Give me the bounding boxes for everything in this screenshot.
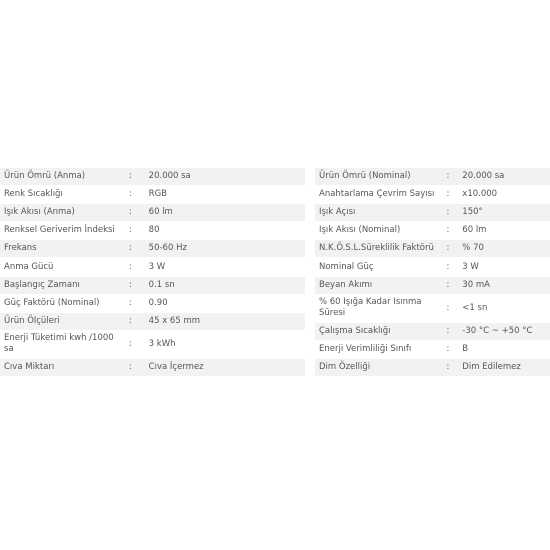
spec-value: B xyxy=(458,340,550,358)
spec-separator: : xyxy=(443,168,459,186)
spec-separator: : xyxy=(125,358,145,376)
spec-label: Güç Faktörü (Nominal) xyxy=(0,294,125,312)
spec-row xyxy=(0,186,305,204)
spec-label: Anahtarlama Çevrim Sayısı xyxy=(315,186,443,204)
spec-label: Anma Gücü xyxy=(0,258,125,276)
spec-value: 150° xyxy=(458,204,550,222)
spec-separator: : xyxy=(443,322,459,340)
spec-label: Işık Açısı xyxy=(315,204,443,222)
spec-label: Çalışma Sıcaklığı xyxy=(315,322,443,340)
spec-separator: : xyxy=(443,358,459,376)
spec-separator: : xyxy=(443,240,459,258)
spec-label: N.K.Ö.S.L.Süreklilik Faktörü xyxy=(315,240,443,258)
spec-separator: : xyxy=(125,240,145,258)
spec-row xyxy=(315,222,550,240)
spec-value: 80 xyxy=(145,222,305,240)
spec-row xyxy=(0,258,305,276)
spec-row xyxy=(315,204,550,222)
spec-row xyxy=(0,240,305,258)
spec-row xyxy=(315,276,550,294)
spec-separator: : xyxy=(443,294,459,322)
spec-label: Işık Akısı (Nominal) xyxy=(315,222,443,240)
spec-separator: : xyxy=(125,330,145,358)
spec-row xyxy=(0,168,305,186)
spec-row xyxy=(315,168,550,186)
spec-separator: : xyxy=(125,186,145,204)
spec-separator: : xyxy=(443,186,459,204)
spec-label: Cıva Miktarı xyxy=(0,358,125,376)
spec-value: 0.90 xyxy=(145,294,305,312)
spec-label: Enerji Tüketimi kwh /1000 sa xyxy=(0,330,125,358)
spec-row xyxy=(315,258,550,276)
spec-value: 3 W xyxy=(458,258,550,276)
spec-table-right xyxy=(315,168,550,377)
spec-separator: : xyxy=(443,276,459,294)
spec-row xyxy=(315,186,550,204)
spec-row xyxy=(315,340,550,358)
spec-value: -30 °C ~ +50 °C xyxy=(458,322,550,340)
spec-value: 0.1 sn xyxy=(145,276,305,294)
spec-row xyxy=(315,322,550,340)
spec-separator: : xyxy=(443,258,459,276)
spec-value: 60 lm xyxy=(458,222,550,240)
spec-separator: : xyxy=(125,222,145,240)
spec-label: Ürün Ömrü (Anma) xyxy=(0,168,125,186)
spec-value: Cıva İçermez xyxy=(145,358,305,376)
spec-label: Ürün Ömrü (Nominal) xyxy=(315,168,443,186)
spec-value: 45 x 65 mm xyxy=(145,312,305,330)
spec-separator: : xyxy=(443,204,459,222)
spec-value: % 70 xyxy=(458,240,550,258)
spec-separator: : xyxy=(125,294,145,312)
spec-label: Nominal Güç xyxy=(315,258,443,276)
spec-separator: : xyxy=(443,340,459,358)
spec-row xyxy=(0,294,305,312)
spec-label: Frekans xyxy=(0,240,125,258)
spec-label: Renk Sıcaklığı xyxy=(0,186,125,204)
spec-value: x10.000 xyxy=(458,186,550,204)
spec-label: Dim Özelliği xyxy=(315,358,443,376)
spec-separator: : xyxy=(125,168,145,186)
spec-label: % 60 Işığa Kadar Isınma Süresi xyxy=(315,294,443,322)
spec-row xyxy=(0,276,305,294)
spec-separator: : xyxy=(443,222,459,240)
spec-row xyxy=(0,358,305,376)
spec-label: Beyan Akımı xyxy=(315,276,443,294)
spec-value: 20.000 sa xyxy=(145,168,305,186)
spec-separator: : xyxy=(125,258,145,276)
spec-label: Başlangıç Zamanı xyxy=(0,276,125,294)
spec-label: Ürün Ölçüleri xyxy=(0,312,125,330)
spec-value: RGB xyxy=(145,186,305,204)
spec-row xyxy=(0,330,305,358)
spec-value: Dim Edilemez xyxy=(458,358,550,376)
spec-value: <1 sn xyxy=(458,294,550,322)
spec-row xyxy=(315,294,550,322)
spec-label: Renksel Geriverim İndeksi xyxy=(0,222,125,240)
spec-row xyxy=(0,222,305,240)
spec-separator: : xyxy=(125,312,145,330)
spec-separator: : xyxy=(125,204,145,222)
spec-value: 60 lm xyxy=(145,204,305,222)
spec-value: 3 W xyxy=(145,258,305,276)
spec-row xyxy=(0,204,305,222)
spec-row xyxy=(0,312,305,330)
spec-row xyxy=(315,240,550,258)
spec-separator: : xyxy=(125,276,145,294)
spec-value: 30 mA xyxy=(458,276,550,294)
spec-value: 20.000 sa xyxy=(458,168,550,186)
spec-row xyxy=(315,358,550,376)
spec-label: Işık Akısı (Anma) xyxy=(0,204,125,222)
spec-label: Enerji Verimliliği Sınıfı xyxy=(315,340,443,358)
spec-value: 50-60 Hz xyxy=(145,240,305,258)
spec-table-left xyxy=(0,168,305,377)
spec-value: 3 kWh xyxy=(145,330,305,358)
